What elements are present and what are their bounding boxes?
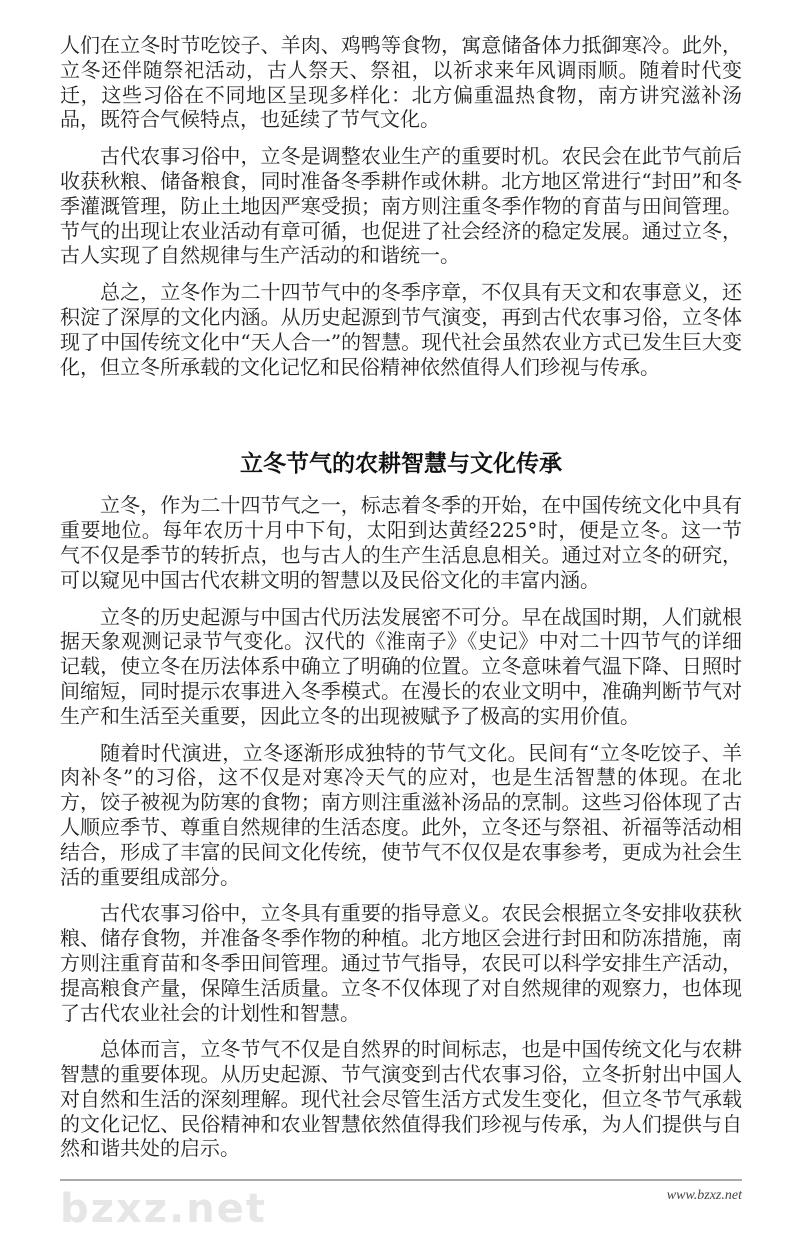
watermark: bzxz.net xyxy=(60,1186,267,1233)
footer-url: www.bzxz.net xyxy=(666,1188,742,1204)
paragraph: 立冬，作为二十四节气之一，标志着冬季的开始，在中国传统文化中具有重要地位。每年农历十月中下旬，太阳到达黄经225°时，便是立冬。这一节气不仅是季节的转折点，也与古人的生产生活息息相关。通过对立冬的研究，可以窥见中国古代农耕文明的智慧以及民俗文化的丰富内涵。 xyxy=(60,493,742,592)
footer xyxy=(60,1187,742,1231)
paragraph: 古代农事习俗中，立冬具有重要的指导意义。农民会根据立冬安排收获秋粮、储存食物，并准备冬季作物的种植。北方地区会进行封田和防冻措施，南方则注重育苗和冬季田间管理。通过节气指导，农民可以科学安排生产活动，提高粮食产量，保障生活质量。立冬不仅体现了对自然规律的观察力，也体现了古代农业社会的计划性和智慧。 xyxy=(60,901,742,1025)
section-body xyxy=(60,493,742,1161)
paragraph: 随着时代演进，立冬逐渐形成独特的节气文化。民间有“立冬吃饺子、羊肉补冬”的习俗，这不仅是对寒冷天气的应对，也是生活智慧的体现。在北方，饺子被视为防寒的食物；南方则注重滋补汤品的烹制。这些习俗体现了古人顺应季节、尊重自然规律的生活态度。此外，立冬还与祭祖、祈福等活动相结合，形成了丰富的民间文化传统，使节气不仅仅是农事参考，更成为社会生活的重要组成部分。 xyxy=(60,740,742,889)
paragraph: 人们在立冬时节吃饺子、羊肉、鸡鸭等食物，寓意储备体力抵御寒冷。此外，立冬还伴随祭祀活动，古人祭天、祭祖，以祈求来年风调雨顺。随着时代变迁，这些习俗在不同地区呈现多样化：北方偏重温热食物，南方讲究滋补汤品，既符合气候特点，也延续了节气文化。 xyxy=(60,33,742,132)
paragraph: 总体而言，立冬节气不仅是自然界的时间标志，也是中国传统文化与农耕智慧的重要体现。从历史起源、节气演变到古代农事习俗，立冬折射出中国人对自然和生活的深刻理解。现代社会尽管生活方式发生变化，但立冬节气承载的文化记忆、民俗精神和农业智慧依然值得我们珍视与传承，为人们提供与自然和谐共处的启示。 xyxy=(60,1037,742,1161)
section-title: 立冬节气的农耕智慧与文化传承 xyxy=(240,451,562,478)
paragraph: 古代农事习俗中，立冬是调整农业生产的重要时机。农民会在此节气前后收获秋粮、储备粮食，同时准备冬季耕作或休耕。北方地区常进行“封田”和冬季灌溉管理，防止土地因严寒受损；南方则注重冬季作物的育苗与田间管理。节气的出现让农业活动有章可循，也促进了社会经济的稳定发展。通过立冬，古人实现了自然规律与生产活动的和谐统一。 xyxy=(60,144,742,268)
paragraph: 立冬的历史起源与中国古代历法发展密不可分。早在战国时期，人们就根据天象观测记录节气变化。汉代的《淮南子》《史记》中对二十四节气的详细记载，使立冬在历法体系中确立了明确的位置。立冬意味着气温下降、日照时间缩短，同时提示农事进入冬季模式。在漫长的农业文明中，准确判断节气对生产和生活至关重要，因此立冬的出现被赋予了极高的实用价值。 xyxy=(60,604,742,728)
continued-text xyxy=(60,33,742,379)
footer-divider xyxy=(60,1179,742,1181)
paragraph: 总之，立冬作为二十四节气中的冬季序章，不仅具有天文和农事意义，还积淀了深厚的文化内涵。从历史起源到节气演变，再到古代农事习俗，立冬体现了中国传统文化中“天人合一”的智慧。现代社会虽然农业方式已发生巨大变化，但立冬所承载的文化记忆和民俗精神依然值得人们珍视与传承。 xyxy=(60,280,742,379)
